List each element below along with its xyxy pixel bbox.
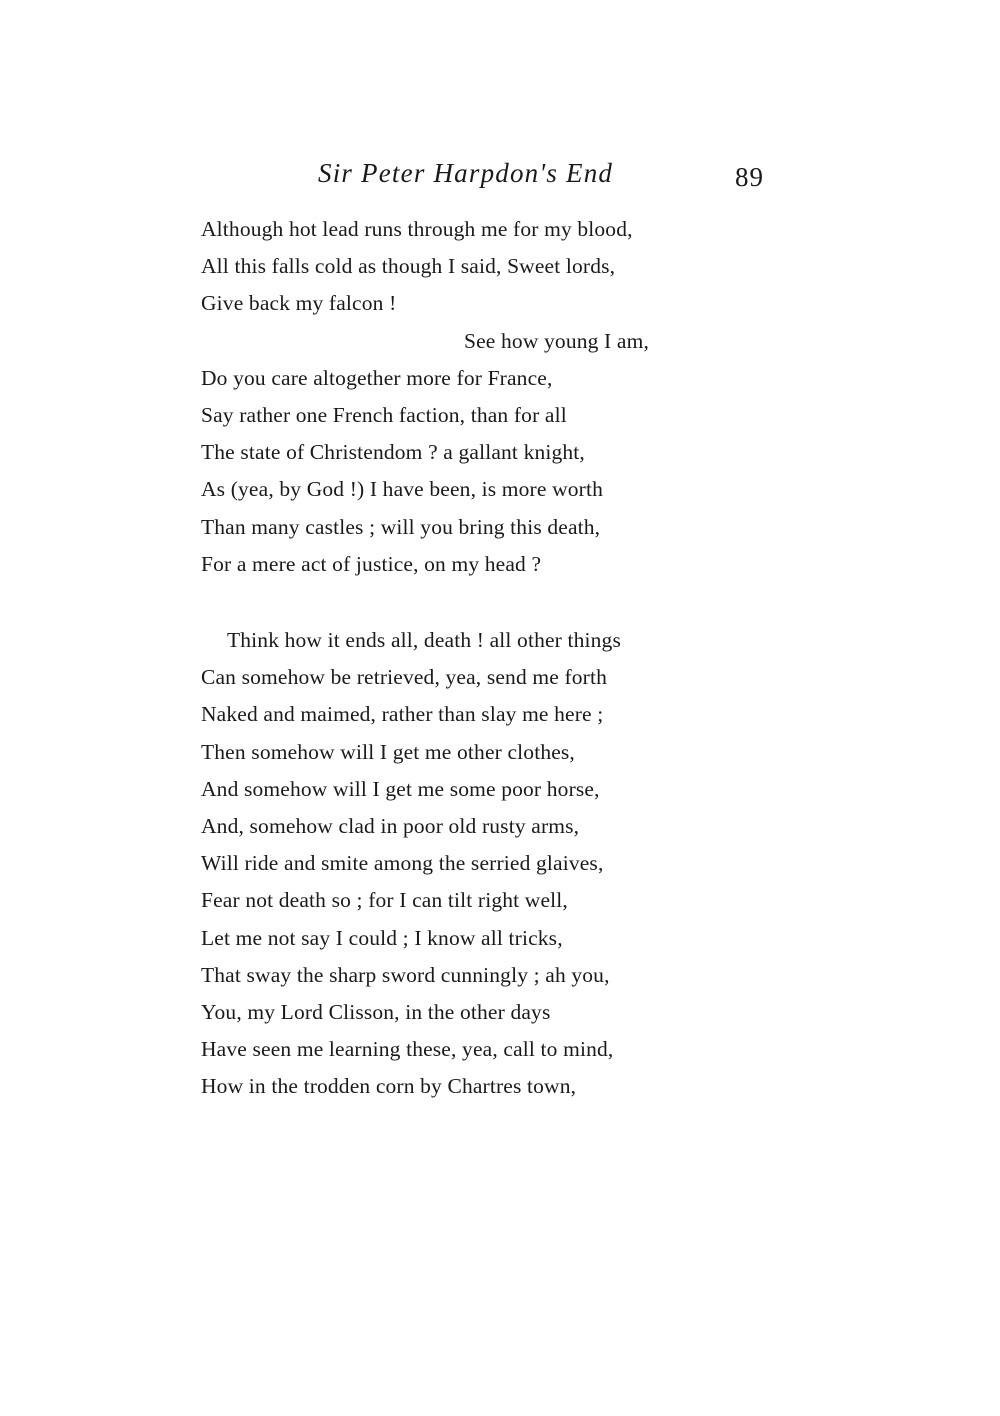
verse-line: Than many castles ; will you bring this death, [201, 514, 601, 539]
verse-line: All this falls cold as though I said, Sweet lords, [201, 254, 616, 279]
verse-line: That sway the sharp sword cunningly ; ah you, [201, 962, 610, 987]
verse-line: And, somehow clad in poor old rusty arms, [201, 813, 580, 838]
verse-line: Do you care altogether more for France, [201, 365, 553, 390]
verse-line: Can somehow be retrieved, yea, send me forth [201, 665, 608, 690]
verse-line: Then somehow will I get me other clothes, [201, 739, 575, 764]
page-number: 89 [735, 162, 764, 192]
verse-line: Naked and maimed, rather than slay me here ; [201, 702, 604, 727]
verse-line: Have seen me learning these, yea, call to mind, [201, 1037, 614, 1062]
verse-line: Will ride and smite among the serried glaives, [201, 851, 604, 876]
stanza-1 [201, 211, 649, 583]
stanza-2 [201, 622, 621, 1105]
verse-line: Let me not say I could ; I know all tricks, [201, 925, 563, 950]
running-title: Sir Peter Harpdon's End [318, 158, 614, 188]
verse-line: Give back my falcon ! [201, 291, 397, 316]
verse-line: Say rather one French faction, than for all [201, 402, 567, 427]
verse-line-first: Think how it ends all, death ! all other things [227, 628, 621, 652]
verse-line: For a mere act of justice, on my head ? [201, 551, 542, 576]
verse-line: Fear not death so ; for I can tilt right well, [201, 888, 568, 913]
verse-line-half: See how young I am, [464, 328, 649, 353]
verse-line: The state of Christendom ? a gallant knight, [201, 440, 585, 465]
verse-line: Although hot lead runs through me for my blood, [201, 217, 633, 241]
verse-line: How in the trodden corn by Chartres town, [201, 1074, 577, 1099]
verse-line: And somehow will I get me some poor horse, [201, 776, 600, 801]
verse-line: You, my Lord Clisson, in the other days [201, 999, 551, 1024]
verse-line: As (yea, by God !) I have been, is more worth [201, 477, 603, 502]
